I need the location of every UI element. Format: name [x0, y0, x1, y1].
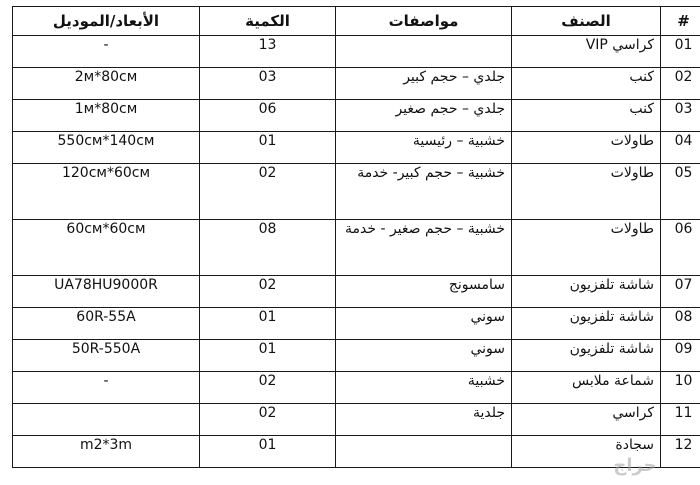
- table-row: [13, 308, 700, 340]
- cell-quantity: 02: [200, 372, 336, 404]
- table-row: [13, 372, 700, 404]
- table-row: [13, 36, 700, 68]
- cell-item: شاشة تلفزيون: [512, 340, 661, 372]
- cell-dimensions: -: [13, 36, 200, 68]
- cell-quantity: 01: [200, 308, 336, 340]
- cell-quantity: 02: [200, 404, 336, 436]
- cell-item: كنب: [512, 68, 661, 100]
- table-row: [13, 132, 700, 164]
- cell-specifications: جلدية: [336, 404, 512, 436]
- header-specifications: مواصفات: [336, 7, 512, 36]
- cell-specifications: خشبية – حجم صغير - خدمة: [336, 220, 512, 276]
- table-row: [13, 340, 700, 372]
- cell-item: طاولات: [512, 164, 661, 220]
- cell-item: شاشة تلفزيون: [512, 308, 661, 340]
- cell-specifications: [336, 436, 512, 468]
- cell-quantity: 08: [200, 220, 336, 276]
- cell-quantity: 01: [200, 436, 336, 468]
- table-header-row: [13, 7, 700, 36]
- cell-number: 09: [661, 340, 700, 372]
- watermark-logo: حراج: [613, 455, 657, 476]
- cell-quantity: 02: [200, 276, 336, 308]
- header-number: #: [661, 7, 700, 36]
- cell-dimensions: UA78HU9000R: [13, 276, 200, 308]
- cell-specifications: سوني: [336, 308, 512, 340]
- cell-item: كراسي VIP: [512, 36, 661, 68]
- cell-number: 06: [661, 220, 700, 276]
- cell-item: شماعة ملابس: [512, 372, 661, 404]
- cell-item: طاولات: [512, 132, 661, 164]
- cell-number: 04: [661, 132, 700, 164]
- header-dimensions: الأبعاد/الموديل: [13, 7, 200, 36]
- cell-dimensions: 50R-550A: [13, 340, 200, 372]
- header-quantity: الكمية: [200, 7, 336, 36]
- cell-number: 11: [661, 404, 700, 436]
- cell-dimensions: 60см*60см: [13, 220, 200, 276]
- table-row: [13, 404, 700, 436]
- cell-quantity: 06: [200, 100, 336, 132]
- table-row: [13, 220, 700, 276]
- cell-specifications: سامسونج: [336, 276, 512, 308]
- cell-quantity: 13: [200, 36, 336, 68]
- cell-dimensions: 550см*140см: [13, 132, 200, 164]
- table-row: [13, 100, 700, 132]
- cell-quantity: 01: [200, 132, 336, 164]
- cell-number: 07: [661, 276, 700, 308]
- cell-item: سجادة: [512, 436, 661, 468]
- table-row: [13, 164, 700, 220]
- cell-specifications: خشبية – حجم كبير- خدمة: [336, 164, 512, 220]
- cell-quantity: 01: [200, 340, 336, 372]
- cell-specifications: خشبية – رئيسية: [336, 132, 512, 164]
- cell-dimensions: [13, 404, 200, 436]
- cell-number: 01: [661, 36, 700, 68]
- cell-number: 10: [661, 372, 700, 404]
- cell-specifications: جلدي – حجم صغير: [336, 100, 512, 132]
- cell-specifications: جلدي – حجم كبير: [336, 68, 512, 100]
- cell-item: طاولات: [512, 220, 661, 276]
- cell-number: 05: [661, 164, 700, 220]
- cell-number: 08: [661, 308, 700, 340]
- cell-dimensions: m2*3m: [13, 436, 200, 468]
- cell-number: 03: [661, 100, 700, 132]
- table-row: [13, 276, 700, 308]
- cell-item: كنب: [512, 100, 661, 132]
- cell-dimensions: 2м*80см: [13, 68, 200, 100]
- cell-quantity: 03: [200, 68, 336, 100]
- cell-specifications: سوني: [336, 340, 512, 372]
- table-row: [13, 68, 700, 100]
- cell-dimensions: 120см*60см: [13, 164, 200, 220]
- inventory-table: [12, 6, 700, 468]
- cell-item: كراسي: [512, 404, 661, 436]
- cell-dimensions: 60R-55A: [13, 308, 200, 340]
- cell-specifications: خشبية: [336, 372, 512, 404]
- cell-item: شاشة تلفزيون: [512, 276, 661, 308]
- cell-number: 02: [661, 68, 700, 100]
- cell-number: 12: [661, 436, 700, 468]
- header-item: الصنف: [512, 7, 661, 36]
- cell-specifications: [336, 36, 512, 68]
- cell-quantity: 02: [200, 164, 336, 220]
- cell-dimensions: 1м*80см: [13, 100, 200, 132]
- cell-dimensions: -: [13, 372, 200, 404]
